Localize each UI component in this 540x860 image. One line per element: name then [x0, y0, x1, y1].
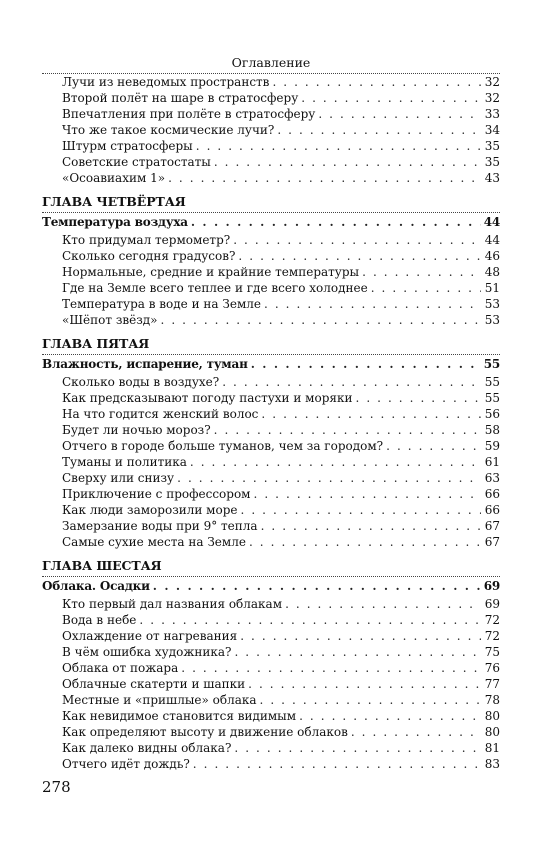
toc-entry[interactable] — [42, 644, 500, 660]
toc-entry[interactable] — [42, 312, 500, 328]
chapter-title-entry[interactable] — [42, 578, 500, 594]
dot-leader — [251, 356, 481, 372]
entry-title: В чём ошибка художника? — [62, 645, 232, 659]
chapter-title-entry[interactable] — [42, 356, 500, 372]
entry-title: «Шёпот звёзд» — [62, 313, 158, 327]
dot-leader — [371, 280, 481, 296]
running-head: Оглавление — [231, 55, 311, 70]
toc-entry[interactable] — [42, 154, 500, 170]
chapter-rule — [42, 576, 500, 577]
entry-title: На что годится женский волос — [62, 407, 259, 421]
dot-leader — [190, 454, 481, 470]
entry-title: Второй полёт на шаре в стратосферу — [62, 91, 299, 105]
chapter-rule — [42, 354, 500, 355]
entry-page-number: 66 — [484, 503, 500, 517]
toc-entry[interactable] — [42, 454, 500, 470]
entry-title: Облака от пожара — [62, 661, 179, 675]
entry-page-number: 46 — [484, 249, 500, 263]
toc-entry[interactable] — [42, 422, 500, 438]
dot-leader — [161, 312, 482, 328]
dot-leader — [241, 502, 481, 518]
dot-leader — [272, 74, 481, 90]
entry-page-number: 63 — [484, 471, 500, 485]
dot-leader — [214, 422, 481, 438]
entry-page-number: 80 — [484, 709, 500, 723]
dot-leader — [177, 470, 481, 486]
toc-entry[interactable] — [42, 138, 500, 154]
entry-page-number: 77 — [484, 677, 500, 691]
dot-leader — [234, 644, 481, 660]
dot-leader — [214, 154, 481, 170]
entry-page-number: 78 — [484, 693, 500, 707]
entry-title: Самые сухие места на Земле — [62, 535, 246, 549]
toc-entry[interactable] — [42, 534, 500, 550]
dot-leader — [285, 596, 481, 612]
entry-title: Местные и «пришлые» облака — [62, 693, 257, 707]
entry-page-number: 33 — [484, 107, 500, 121]
entry-title: Приключение с профессором — [62, 487, 251, 501]
dot-leader — [386, 438, 481, 454]
toc-entry[interactable] — [42, 756, 500, 772]
entry-page-number: 43 — [484, 171, 500, 185]
entry-page-number: 32 — [484, 75, 500, 89]
entry-title: Штурм стратосферы — [62, 139, 193, 153]
toc-entry[interactable] — [42, 502, 500, 518]
toc-entry[interactable] — [42, 90, 500, 106]
toc-entry[interactable] — [42, 740, 500, 756]
dot-leader — [238, 248, 481, 264]
entry-title: Отчего в городе больше туманов, чем за городом? — [62, 439, 384, 453]
toc-entry[interactable] — [42, 486, 500, 502]
entry-page-number: 76 — [484, 661, 500, 675]
entry-title: Как предсказывают погоду пастухи и моряки — [62, 391, 353, 405]
entry-page-number: 59 — [484, 439, 500, 453]
dot-leader — [254, 486, 481, 502]
toc-entry[interactable] — [42, 628, 500, 644]
chapter-heading: ГЛАВА ПЯТАЯ — [42, 336, 150, 351]
entry-title: Как невидимое становится видимым — [62, 709, 297, 723]
toc-entry[interactable] — [42, 470, 500, 486]
entry-title: Как далеко видны облака? — [62, 741, 232, 755]
dot-leader — [234, 740, 481, 756]
entry-title: Температура воздуха — [42, 215, 188, 229]
entry-page-number: 81 — [484, 741, 500, 755]
entry-page-number: 80 — [484, 725, 500, 739]
chapter-heading: ГЛАВА ШЕСТАЯ — [42, 558, 162, 573]
toc-entry[interactable] — [42, 264, 500, 280]
entry-page-number: 56 — [484, 407, 500, 421]
chapter-heading: ГЛАВА ЧЕТВЁРТАЯ — [42, 194, 186, 209]
dot-leader — [249, 534, 481, 550]
page-number: 278 — [42, 778, 71, 796]
entry-page-number: 55 — [483, 357, 500, 371]
dot-leader — [248, 676, 481, 692]
entry-page-number: 35 — [484, 139, 500, 153]
entry-page-number: 67 — [484, 535, 500, 549]
dot-leader — [299, 708, 481, 724]
entry-title: Сколько сегодня градусов? — [62, 249, 236, 263]
dot-leader — [301, 90, 481, 106]
toc-entry[interactable] — [42, 438, 500, 454]
dot-leader — [181, 660, 481, 676]
entry-page-number: 66 — [484, 487, 500, 501]
entry-page-number: 32 — [484, 91, 500, 105]
entry-title: Кто первый дал названия облакам — [62, 597, 283, 611]
dot-leader — [264, 296, 481, 312]
entry-page-number: 69 — [484, 597, 500, 611]
dot-leader — [261, 406, 481, 422]
entry-title: Как люди заморозили море — [62, 503, 238, 517]
entry-page-number: 55 — [484, 391, 500, 405]
entry-title: Облака. Осадки — [42, 579, 150, 593]
entry-page-number: 48 — [484, 265, 500, 279]
entry-page-number: 53 — [484, 313, 500, 327]
dot-leader — [233, 232, 481, 248]
entry-title: Температура в воде и на Земле — [62, 297, 261, 311]
entry-title: Вода в небе — [62, 613, 137, 627]
entry-page-number: 61 — [484, 455, 500, 469]
entry-title: Советские стратостаты — [62, 155, 211, 169]
dot-leader — [355, 390, 481, 406]
entry-title: Облачные скатерти и шапки — [62, 677, 246, 691]
toc-entry[interactable] — [42, 596, 500, 612]
toc-entry[interactable] — [42, 280, 500, 296]
toc-entry[interactable] — [42, 406, 500, 422]
dot-leader — [168, 170, 481, 186]
intro-entries — [42, 74, 500, 186]
toc-entry[interactable] — [42, 708, 500, 724]
entry-title: Лучи из неведомых пространств — [62, 75, 270, 89]
dot-leader — [318, 106, 481, 122]
toc-entry[interactable] — [42, 248, 500, 264]
dot-leader — [196, 138, 481, 154]
entry-page-number: 58 — [484, 423, 500, 437]
chapter-section — [42, 558, 500, 772]
dot-leader — [222, 374, 481, 390]
toc-entry[interactable] — [42, 612, 500, 628]
toc-entry[interactable] — [42, 122, 500, 138]
toc-entry[interactable] — [42, 106, 500, 122]
entry-title: Замерзание воды при 9° тепла — [62, 519, 258, 533]
entry-title: Влажность, испарение, туман — [42, 357, 248, 371]
toc-page — [42, 0, 500, 796]
toc-entry[interactable] — [42, 296, 500, 312]
dot-leader — [240, 628, 481, 644]
entry-page-number: 72 — [484, 613, 500, 627]
dot-leader — [362, 264, 481, 280]
dot-leader — [260, 692, 481, 708]
toc-entry[interactable] — [42, 676, 500, 692]
dot-leader — [139, 612, 481, 628]
toc-entry[interactable] — [42, 692, 500, 708]
entry-title: Как определяют высоту и движение облаков — [62, 725, 348, 739]
chapter-section — [42, 336, 500, 550]
entry-title: Что же такое космические лучи? — [62, 123, 275, 137]
entry-title: Охлаждение от нагревания — [62, 629, 238, 643]
entry-title: Сколько воды в воздухе? — [62, 375, 220, 389]
toc-entry[interactable] — [42, 170, 500, 186]
entry-title: Туманы и политика — [62, 455, 187, 469]
entry-title: Будет ли ночью мороз? — [62, 423, 211, 437]
entry-page-number: 67 — [484, 519, 500, 533]
entry-page-number: 83 — [484, 757, 500, 771]
entry-page-number: 53 — [484, 297, 500, 311]
entry-title: Отчего идёт дождь? — [62, 757, 190, 771]
entry-page-number: 55 — [484, 375, 500, 389]
dot-leader — [351, 724, 481, 740]
dot-leader — [261, 518, 481, 534]
toc-entry[interactable] — [42, 374, 500, 390]
chapter-title-entry[interactable] — [42, 214, 500, 230]
entry-page-number: 35 — [484, 155, 500, 169]
toc-entry[interactable] — [42, 518, 500, 534]
chapter-section — [42, 194, 500, 328]
entry-title: Где на Земле всего теплее и где всего холоднее — [62, 281, 368, 295]
dot-leader — [153, 578, 481, 594]
dot-leader — [191, 214, 481, 230]
toc-entry[interactable] — [42, 232, 500, 248]
toc-entry[interactable] — [42, 660, 500, 676]
entry-page-number: 69 — [483, 579, 500, 593]
chapters — [42, 194, 500, 772]
entry-page-number: 72 — [484, 629, 500, 643]
entry-title: «Осоавиахим 1» — [62, 171, 166, 185]
entry-page-number: 51 — [484, 281, 500, 295]
entry-title: Кто придумал термометр? — [62, 233, 231, 247]
entry-title: Сверху или снизу — [62, 471, 175, 485]
dot-leader — [193, 756, 481, 772]
toc-entry[interactable] — [42, 724, 500, 740]
entry-page-number: 44 — [483, 215, 500, 229]
toc-entry[interactable] — [42, 74, 500, 90]
entry-page-number: 34 — [484, 123, 500, 137]
entry-title: Нормальные, средние и крайние температуры — [62, 265, 360, 279]
entry-page-number: 44 — [484, 233, 500, 247]
entry-page-number: 75 — [484, 645, 500, 659]
toc-entry[interactable] — [42, 390, 500, 406]
dot-leader — [277, 122, 481, 138]
chapter-rule — [42, 212, 500, 213]
entry-title: Впечатления при полёте в стратосферу — [62, 107, 316, 121]
